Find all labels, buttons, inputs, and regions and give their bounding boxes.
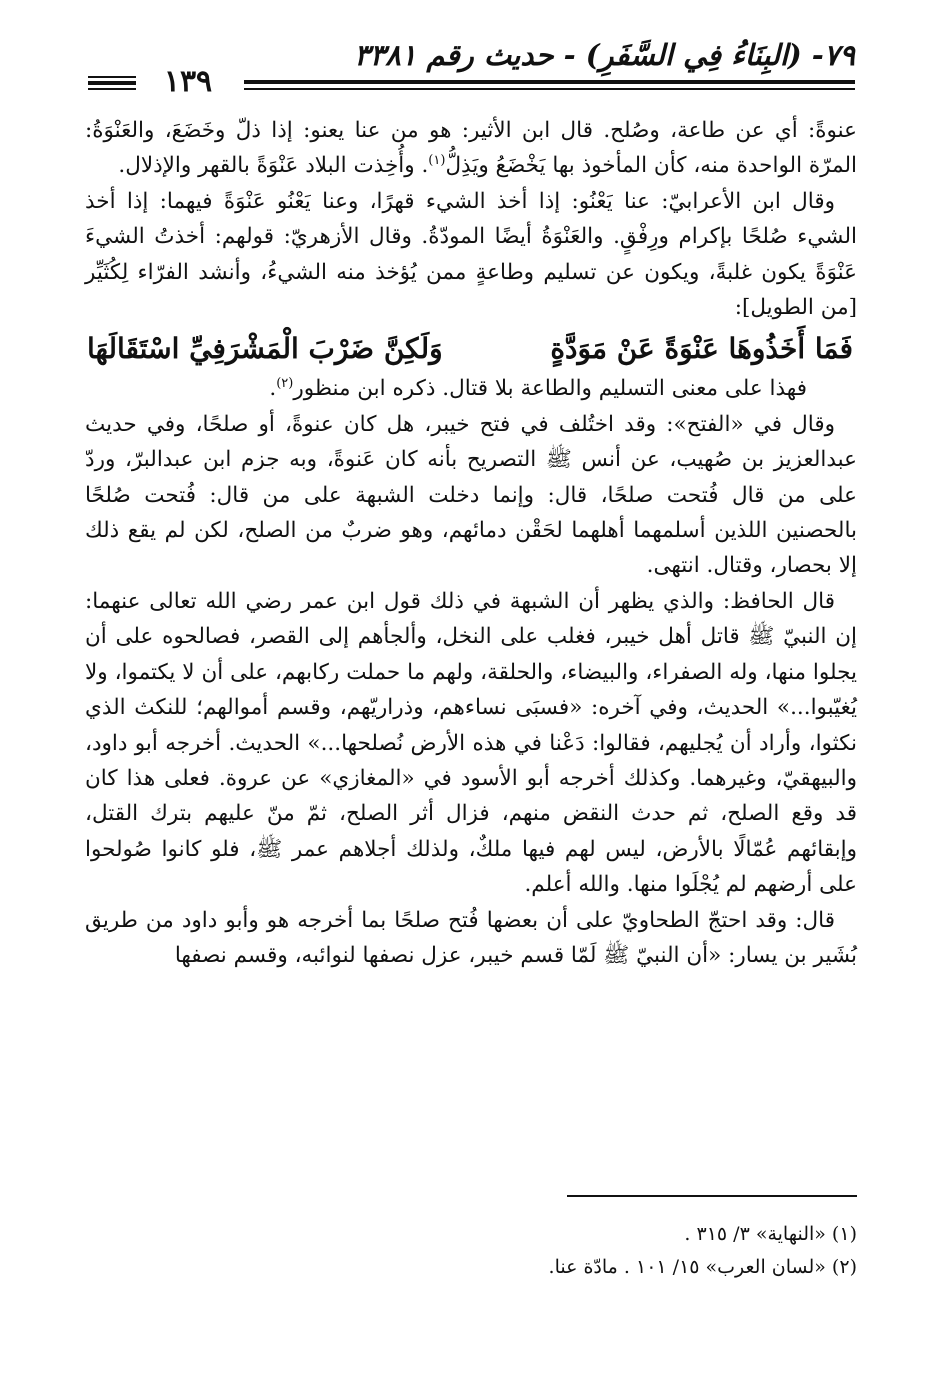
paragraph-text: فهذا على معنى التسليم والطاعة بلا قتال. ذكره ابن منظور: [293, 376, 807, 402]
poem-second-hemistich: وَلَكِنَّ ضَرْبَ الْمَشْرَفِيِّ اسْتَقَالَهَا: [87, 332, 443, 366]
footnote-ref-1: (١): [428, 153, 446, 169]
footnote-1: (١) «النهاية» ٣/ ٣١٥ .: [684, 1223, 857, 1245]
footnote-ref-2: (٢): [276, 376, 294, 392]
poem-verse: [85, 329, 857, 369]
paragraph-hafiz: قال الحافظ: والذي يظهر أن الشبهة في ذلك قول ابن عمر رضي الله تعالى عنهما: إن النبيّ ﷺ قاتل أهل خيبر، فغلب على النخل، وألجأهم إلى القصر، فصالحوه على أن يجلوا منها، وله الصفراء، والبيضاء، والحلقة، ولهم ما حملت ركابهم، على أن لا يكتموا، ولا يُغيّبوا...» الحديث، وفي آخره: «فسبَى نساءهم، وذراريّهم، وقسم أموالهم؛ للنكث الذي نكثوا، وأراد أن يُجليهم، فقالوا: دَعْنا في هذه الأرض نُصلحها...» الحديث. أخرجه أبو داود، والبيهقيّ، وغيرهما. وكذلك أخرجه أبو الأسود في «المغازي» عن عروة. فعلى هذا كان قد وقع الصلح، ثم حدث النقض منهم، فزال أثر الصلح، ثمّ منّ عليهم بترك القتل، وإبقائهم عُمّالًا بالأرض، ليس لهم فيها ملكٌ، ولذلك أجلاهم عمر ﷺ، فلو كانوا صُولحوا على أرضهم لم يُجْلَوا منها. والله أعلم.: [85, 588, 857, 898]
paragraph-text-continued: . وأُخِذت البلاد عَنْوَةً بالقهر والإذلال.: [118, 153, 429, 179]
paragraph-poem-explanation: [85, 371, 857, 406]
header-rule-thin: [244, 88, 855, 90]
page-number-rule-top: [88, 76, 136, 78]
paragraph-text: عنوةً: أي عن طاعة، وصُلح. قال ابن الأثير: هو من عنا يعنو: إذا ذلّ وخَضَعَ، والعَنْوَةُ: المرّة الواحدة منه، كأن المأخوذ بها يَخْضَعُ ويَذِلُّ: [85, 118, 857, 179]
running-header-title: ٧٩- (البِنَاءُ فِي السَّفَرِ) - حديث رقم ٣٣٨١: [354, 38, 855, 72]
paragraph-end: .: [269, 376, 277, 402]
page-number-rule-bottom: [88, 88, 136, 90]
footnote-2: (٢) «لسان العرب» ١٥/ ١٠١ . مادّة عنا.: [548, 1256, 857, 1278]
footnote-separator: [567, 1195, 857, 1197]
page-number-rule-middle: [88, 81, 136, 85]
paragraph-tahawi: قال: وقد احتجّ الطحاويّ على أن بعضها فُتح صلحًا بما أخرجه هو وأبو داود من طريق بُشَير بن يسار: «أن النبيّ ﷺ لَمّا قسم خيبر، عزل نصفها لنوائبه، وقسم نصفها: [85, 907, 857, 968]
paragraph-ibn-alarabi: وقال ابن الأعرابيّ: عنا يَعْنُو: إذا أخذ الشيء قهرًا، وعنا يَعْنُو عَنْوَةً فيهما: إذا أخذ الشيء صُلحًا بإكرام ورِفْقٍ. والعَنْوَةُ أيضًا المودّةُ. وقال الأزهريّ: قولهم: أخذتُ الشيءَ عَنْوَةً يكون غلبةً، ويكون عن تسليم وطاعةٍ ممن يُؤخذ منه الشيءُ، وأنشد الفرّاء لِكُثَيِّر [من الطويل]:: [85, 188, 857, 321]
paragraph-anwa-definition: [85, 113, 857, 184]
paragraph-fath-quote: وقال في «الفتح»: وقد اختُلف في فتح خيبر، هل كان عنوةً، أو صلحًا، وفي حديث عبدالعزيز بن صُهيب، عن أنس ﷺ التصريح بأنه كان عَنوةً، وبه جزم ابن عبدالبرّ، وردّ على من قال فُتحت صلحًا، قال: وإنما دخلت الشبهة على من قال: فُتحت صُلحًا بالحصنين اللذين أسلمهما أهلهما لحَقْن دمائهم، وهو ضربٌ من الصلح، لكن لم يقع ذلك إلا بحصار، وقتال. انتهى.: [85, 411, 857, 579]
header-rule-thick: [244, 80, 855, 84]
poem-first-hemistich: فَمَا أَخَذُوهَا عَنْوَةً عَنْ مَوَدَّةٍ: [550, 332, 853, 366]
footnotes: [85, 1218, 857, 1284]
main-text: [85, 113, 857, 973]
page-number: ١٣٩: [163, 64, 213, 99]
